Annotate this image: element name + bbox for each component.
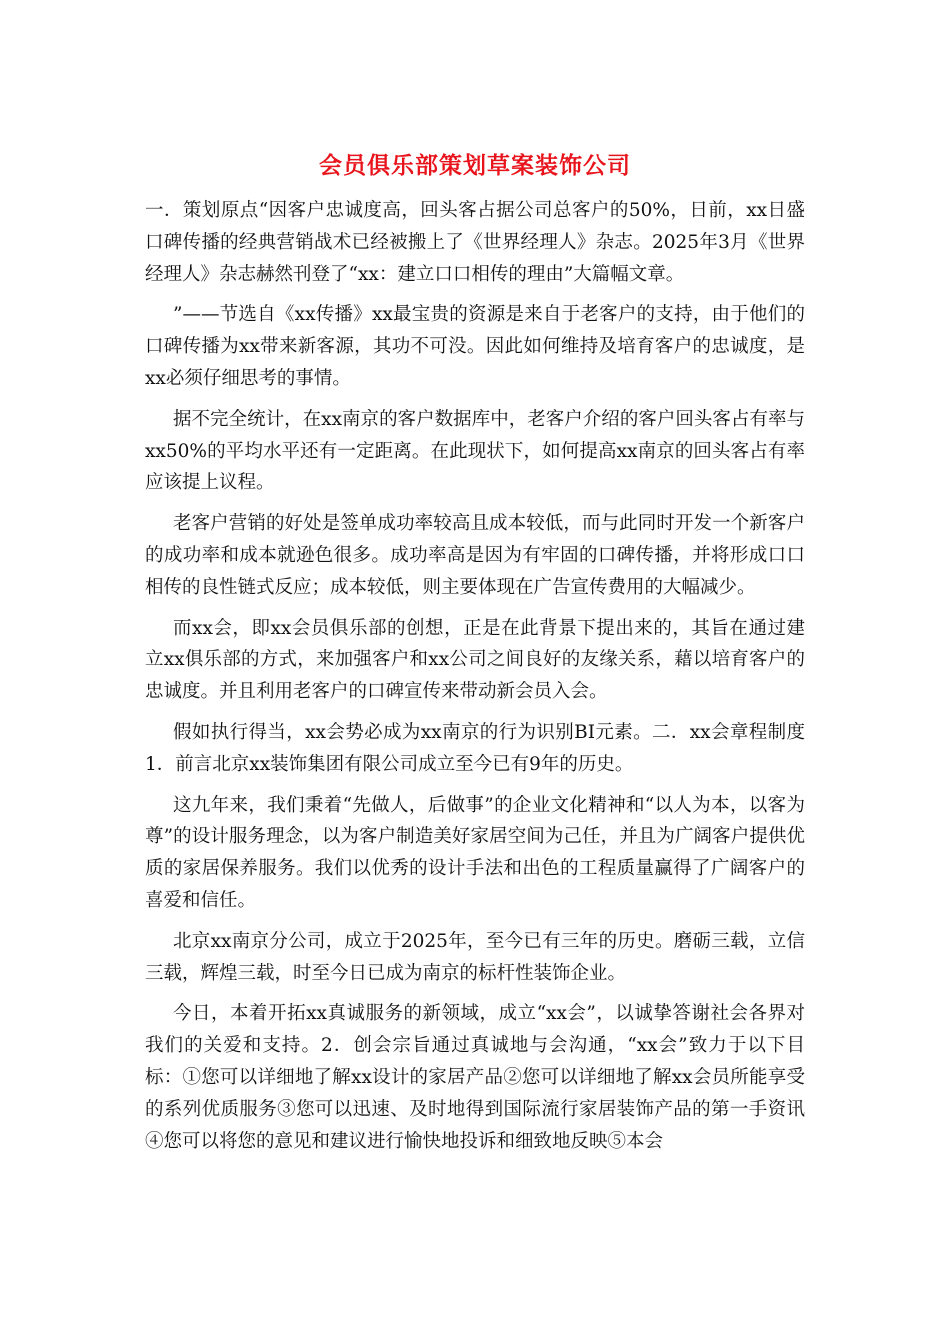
paragraph-7: 这九年来，我们秉着“先做人，后做事”的企业文化精神和“以人为本，以客为尊”的设计服务理念，以为客户制造美好家居空间为己任，并且为广阔客户提供优质的家居保养服务。我们以优秀的设计手法和出色的工程质量赢得了广阔客户的喜爱和信任。 (145, 794, 805, 911)
document-body (145, 195, 805, 1166)
paragraph-3: 据不完全统计，在xx南京的客户数据库中，老客户介绍的客户回头客占有率与xx50%的平均水平还有一定距离。在此现状下，如何提高xx南京的回头客占有率应该提上议程。 (145, 408, 805, 494)
document-title: 会员俱乐部策划草案装饰公司 (319, 152, 631, 179)
paragraph-5: 而xx会，即xx会员俱乐部的创想，正是在此背景下提出来的，其旨在通过建立xx俱乐部的方式，来加强客户和xx公司之间良好的友缘关系，藉以培育客户的忠诚度。并且利用老客户的口碑宣传来带动新会员入会。 (145, 617, 805, 703)
paragraph-8: 北京xx南京分公司，成立于2025年，至今已有三年的历史。磨砺三载，立信三载，辉煌三载，时至今日已成为南京的标杆性装饰企业。 (145, 930, 805, 984)
paragraph-2: ”——节选自《xx传播》xx最宝贵的资源是来自于老客户的支持，由于他们的口碑传播为xx带来新客源，其功不可没。因此如何维持及培育客户的忠诚度，是xx必须仔细思考的事情。 (145, 304, 805, 389)
paragraph-1: 一．策划原点“因客户忠诚度高，回头客占据公司总客户的50%，日前，xx日盛口碑传播的经典营销战术已经被搬上了《世界经理人》杂志。2025年3月《世界经理人》杂志赫然刊登了“xx：建立口口相传的理由”大篇幅文章。 (145, 200, 805, 285)
paragraph-9: 今日，本着开拓xx真诚服务的新领域，成立“xx会”，以诚挚答谢社会各界对我们的关爱和支持。2．创会宗旨通过真诚地与会沟通，“xx会”致力于以下目标：①您可以详细地了解xx设计的家居产品②您可以详细地了解xx会员所能享受的系列优质服务③您可以迅速、及时地得到国际流行家居装饰产品的第一手资讯④您可以将您的意见和建议进行愉快地投诉和细致地反映⑤本会 (145, 1003, 805, 1152)
paragraph-4: 老客户营销的好处是签单成功率较高且成本较低，而与此同时开发一个新客户的成功率和成本就逊色很多。成功率高是因为有牢固的口碑传播，并将形成口口相传的良性链式反应；成本较低，则主要体现在广告宣传费用的大幅减少。 (145, 513, 805, 598)
paragraph-6: 假如执行得当，xx会势必成为xx南京的行为识别BI元素。二．xx会章程制度1．前言北京xx装饰集团有限公司成立至今已有9年的历史。 (145, 721, 805, 775)
